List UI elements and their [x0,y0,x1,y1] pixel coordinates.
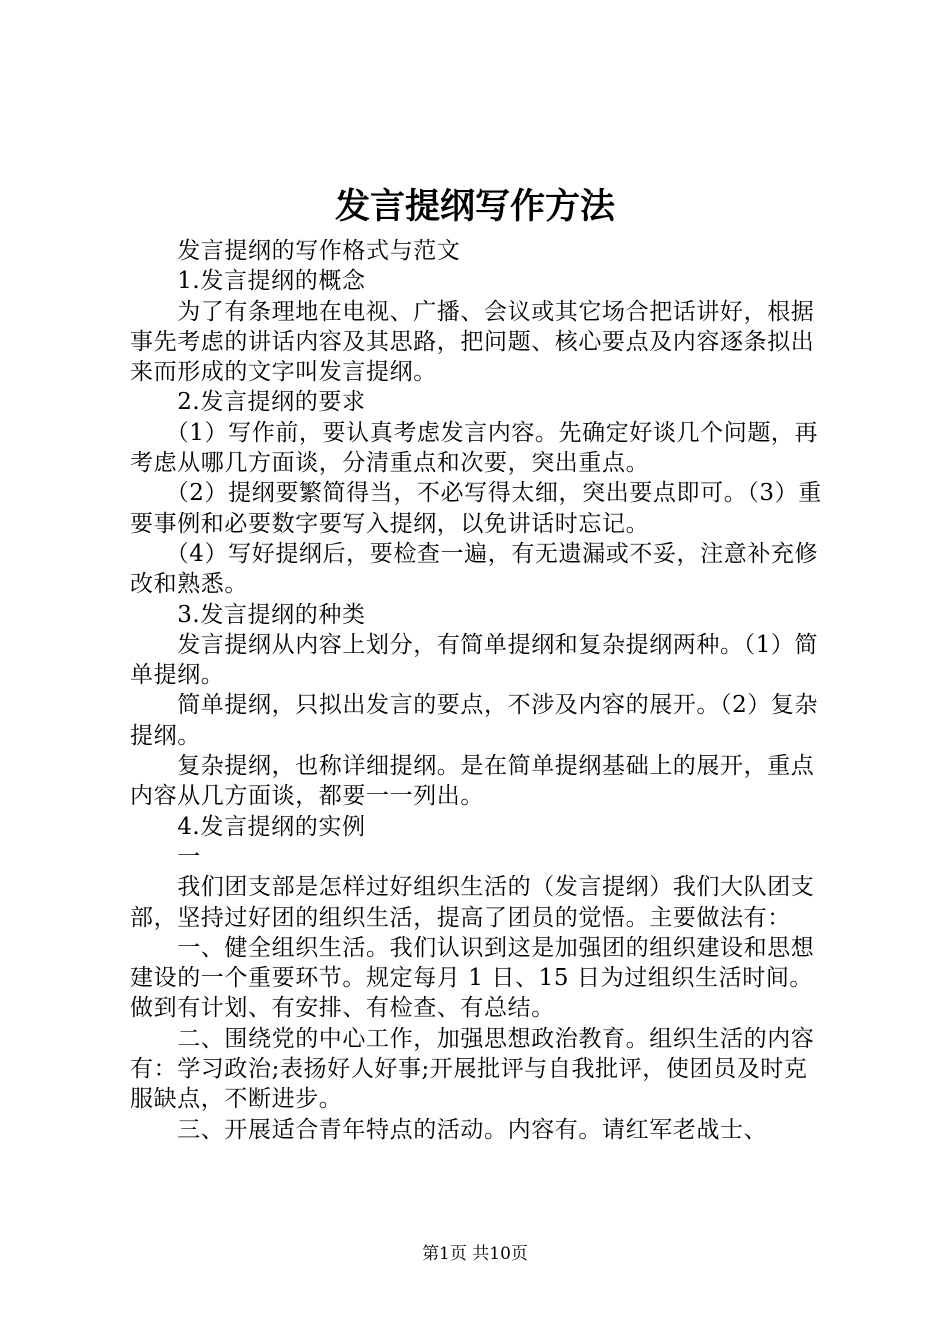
paragraph: （1）写作前，要认真考虑发言内容。先确定好谈几个问题，再考虑从哪几方面谈，分清重点和次要，突出重点。 [130,419,819,477]
paragraph: 一、健全组织生活。我们认识到这是加强团的组织建设和思想建设的一个重要环节。规定每月 1 日、15 日为过组织生活时间。做到有计划、有安排、有检查、有总结。 [130,934,815,1022]
paragraph: 简单提纲，只拟出发言的要点，不涉及内容的展开。（2）复杂提纲。 [130,692,819,749]
section-3-heading: 3.发言提纲的种类 [130,601,366,628]
paragraph: （4）写好提纲后，要检查一遍，有无遗漏或不妥，注意补充修改和熟悉。 [130,540,819,598]
paragraph: （2）提纲要繁简得当，不必写得太细，突出要点即可。（3）重要事例和必要数字要写入提纲，以免讲话时忘记。 [130,480,822,537]
paragraph: 发言提纲从内容上划分，有简单提纲和复杂提纲两种。（1）简单提纲。 [130,631,819,689]
section-4-heading: 4.发言提纲的实例 [130,813,366,840]
paragraph: 我们团支部是怎样过好组织生活的（发言提纲）我们大队团支部，坚持过好团的组织生活，提高了团员的觉悟。主要做法有： [130,874,815,931]
document-body [130,236,830,1145]
paragraph-heading: 发言提纲的写作格式与范文 [130,238,461,264]
section-2-heading: 2.发言提纲的要求 [130,389,366,416]
page-footer: 第1页 共10页 [422,1244,528,1264]
example-number: 一 [130,843,201,870]
paragraph: 复杂提纲，也称详细提纲。是在简单提纲基础上的展开，重点内容从几方面谈，都要一一列出。 [130,753,815,810]
section-1-heading: 1.发言提纲的概念 [130,268,366,295]
paragraph: 三、开展适合青年特点的活动。内容有。请红军老战士、 [130,1116,768,1143]
document-title: 发言提纲写作方法 [334,186,615,227]
paragraph: 为了有条理地在电视、广播、会议或其它场合把话讲好，根据事先考虑的讲话内容及其思路，把问题、核心要点及内容逐条拟出来而形成的文字叫发言提纲。 [130,298,815,386]
paragraph: 二、围绕党的中心工作，加强思想政治教育。组织生活的内容有：学习政治;表扬好人好事;开展批评与自我批评，使团员及时克服缺点，不断进步。 [130,1025,815,1113]
